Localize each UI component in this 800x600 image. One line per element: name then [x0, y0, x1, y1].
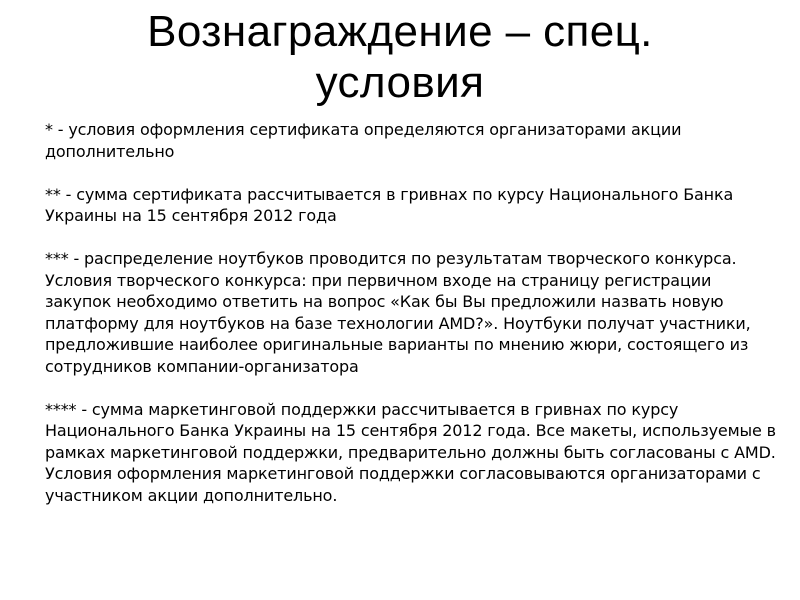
footnote-paragraph-3: *** - распределение ноутбуков проводится по результатам творческого конкурса. Условия творческого конкурса: при первичном входе на страницу регистрации закупок необходимо ответить на вопрос «Как бы Вы предложили назвать новую платформу для ноутбуков на базе технологии AMD?». Ноутбуки получат участники, предложившие наиболее оригинальные варианты по мнению жюри, состоящего из сотрудников компании-организатора: [45, 249, 751, 376]
footnote-paragraph-2: ** - сумма сертификата рассчитывается в гривнах по курсу Национального Банка Украины на 15 сентября 2012 года: [45, 184, 734, 225]
slide-title-line-2: условия: [315, 58, 485, 107]
footnote-paragraph-1: * - условия оформления сертификата определяются организаторами акции дополнительно: [45, 120, 682, 161]
slide-title: [0, 6, 800, 108]
slide-title-line-1: Вознаграждение – спец.: [147, 7, 653, 56]
slide-body: [45, 119, 780, 528]
footnote-paragraph-4: **** - сумма маркетинговой поддержки рассчитывается в гривнах по курсу Национального Банка Украины на 15 сентября 2012 года. Все макеты, используемые в рамках маркетинговой поддержки, предварительно должны быть согласованы с AMD. Условия оформления маркетинговой поддержки согласовываются организаторами с участником акции дополнительно.: [45, 399, 776, 505]
